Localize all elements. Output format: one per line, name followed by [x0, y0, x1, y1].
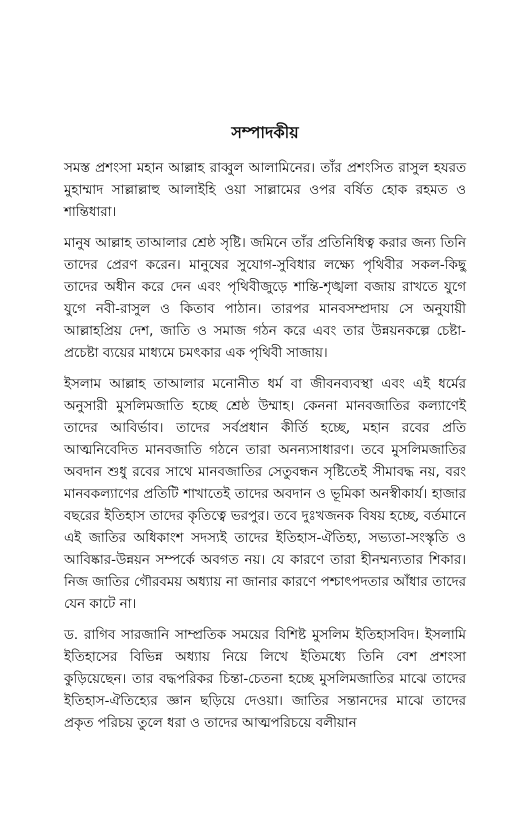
paragraph-islam: ইসলাম আল্লাহ তাআলার মনোনীত ধর্ম বা জীবনব্যবস্থা এবং এই ধর্মের অনুসারী মুসলিমজাতি হচ্ছে শ্রেষ্ঠ উম্মাহ। কেননা মানবজাতির কল্যাণেই তাদের আবির্ভাব। তাদের সর্বপ্রধান কীর্তি হচ্ছে, মহান রবের প্রতি আত্মনিবেদিত মানবজাতি গঠনে তারা অনন্যসাধারণ। তবে মুসলিমজাতির অবদান শুধু রবের সাথে মানবজাতির সেতুবন্ধন সৃষ্টিতেই সীমাবদ্ধ নয়, বরং মানবকল্যাণের প্রতিটি শাখাতেই তাদের অবদান ও ভূমিকা অনস্বীকার্য। হাজার বছরের ইতিহাস তাদের কৃতিত্বে ভরপুর। তবে দুঃখজনক বিষয় হচ্ছে, বর্তমানে এই জাতির অধিকাংশ সদস্যই তাদের ইতিহাস-ঐতিহ্য, সভ্যতা-সংস্কৃতি ও আবিষ্কার-উন্নয়ন সম্পর্কে অবগত নয়। যে কারণে তারা হীনম্মন্যতার শিকার। নিজ জাতির গৌরবময় অধ্যায় না জানার কারণে পশ্চাৎপদতার আঁধার তাদের যেন কাটে না। [64, 377, 466, 612]
paragraph-author: ড. রাগিব সারজানি সাম্প্রতিক সময়ের বিশিষ্ট মুসলিম ইতিহাসবিদ। ইসলামি ইতিহাসের বিভিন্ন অধ্যায় নিয়ে লিখে ইতিমধ্যে তিনি বেশ প্রশংসা কুড়িয়েছেন। তার বদ্ধপরিকর চিন্তা-চেতনা হচ্ছে মুসলিমজাতির মাঝে তাদের ইতিহাস-ঐতিহ্যের জ্ঞান ছড়িয়ে দেওয়া। জাতির সন্তানদের মাঝে তাদের প্রকৃত পরিচয় তুলে ধরা ও তাদের আত্মপরিচয়ে বলীয়ান [64, 628, 466, 731]
paragraph-creation: মানুষ আল্লাহ তাআলার শ্রেষ্ঠ সৃষ্টি। জমিনে তাঁর প্রতিনিধিত্ব করার জন্য তিনি তাদের প্রেরণ করেন। মানুষের সুযোগ-সুবিধার লক্ষ্যে পৃথিবীর সকল-কিছু তাদের অধীন করে দেন এবং পৃথিবীজুড়ে শান্তি-শৃঙ্খলা বজায় রাখতে যুগে যুগে নবী-রাসুল ও কিতাব পাঠান। তারপর মানবসম্প্রদায় সে অনুযায়ী আল্লাহপ্রিয় দেশ, জাতি ও সমাজ গঠন করে এবং তার উন্নয়নকল্পে চেষ্টা-প্রচেষ্টা ব্যয়ের মাধ্যমে চমৎকার এক পৃথিবী সাজায়। [64, 236, 466, 361]
page-title: সম্পাদকীয় [231, 123, 299, 142]
editorial-page [64, 122, 466, 744]
paragraph-praise: সমস্ত প্রশংসা মহান আল্লাহ রাব্বুল আলামিনের। তাঁর প্রশংসিত রাসুল হযরত মুহাম্মাদ সাল্লাল্লাহু আলাইহি ওয়া সাল্লামের ওপর বর্ষিত হোক রহমত ও শান্তিধারা। [64, 161, 466, 220]
